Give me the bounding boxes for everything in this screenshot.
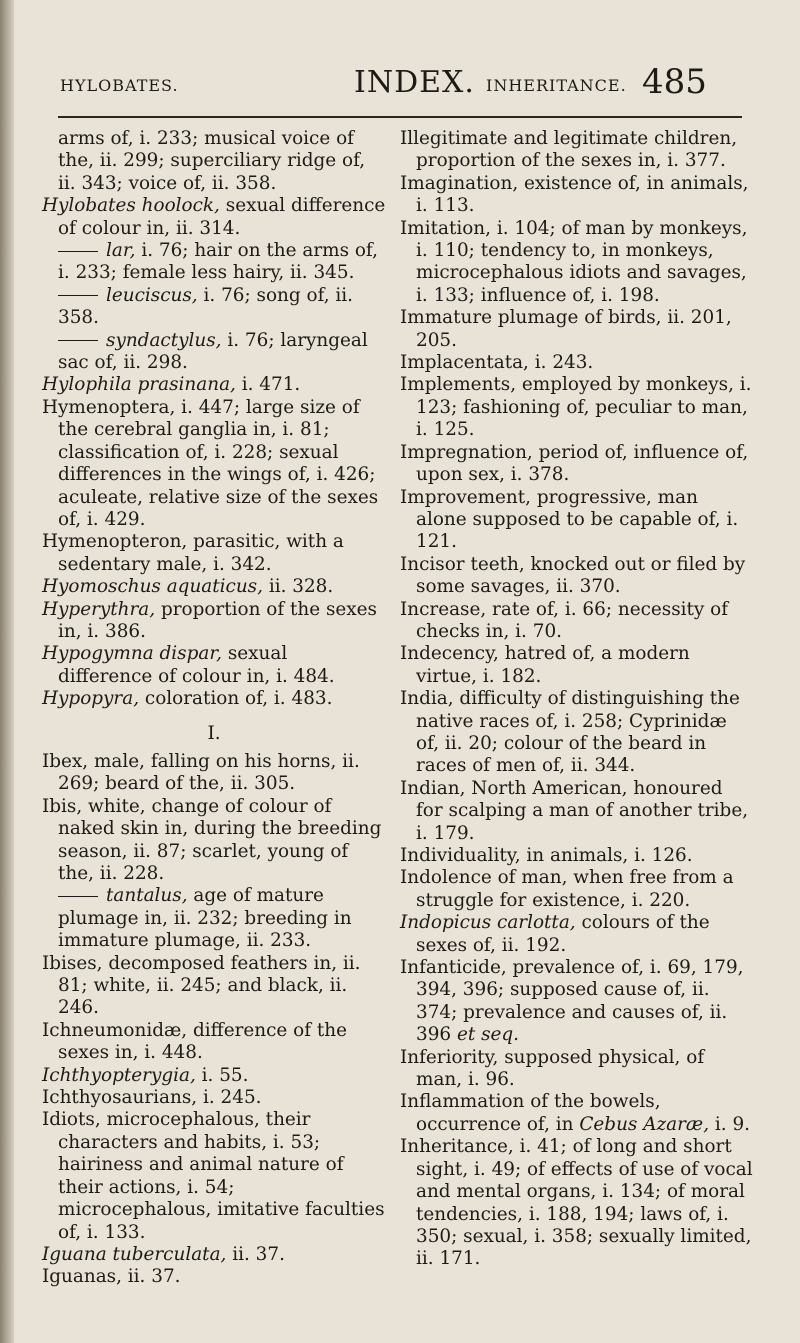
entry-head: Ichthyopterygia, <box>42 1064 196 1086</box>
entry-text: Inheritance, i. 41; of long and short sight, i. 49; of effects of use of vocal and mental organs, i. 134; of moral tendencies, i. 188, 194; laws of, i. 350; sexual, i. 358; sexually limited, ii. 171. <box>400 1136 753 1270</box>
entry-text: ii. 37. <box>226 1243 285 1265</box>
entry-head: Hypogymna dispar, <box>42 643 222 665</box>
entry-text: Ibises, decomposed feathers in, ii. 81; white, ii. 245; and black, ii. 246. <box>42 952 361 1019</box>
index-entry <box>42 285 386 330</box>
entry-text: i. 471. <box>235 374 301 396</box>
index-entry <box>42 576 386 598</box>
header-left-word: HYLOBATES. <box>60 76 179 95</box>
entry-text: Implements, employed by monkeys, i. 123; fashioning of, peculiar to man, i. 125. <box>400 374 752 441</box>
entry-text: Improvement, progressive, man alone supposed to be capable of, i. 121. <box>400 486 739 553</box>
entry-italic: Cebus Azaræ, <box>579 1113 710 1135</box>
entry-text: Immature plumage of birds, ii. 201, 205. <box>400 307 732 351</box>
entry-text: Individuality, in animals, i. 126. <box>400 845 693 866</box>
left-column <box>42 128 386 1289</box>
index-entry <box>400 218 754 308</box>
section-letter: I. <box>207 722 221 744</box>
index-entry <box>400 1091 754 1136</box>
index-entry <box>400 688 754 778</box>
entry-head: leuciscus, <box>106 284 198 306</box>
index-entry <box>400 1047 754 1092</box>
entry-head: Hypopyra, <box>42 688 140 710</box>
index-entry <box>400 957 754 1047</box>
entry-text: Illegitimate and legitimate children, proportion of the sexes in, i. 377. <box>400 128 738 172</box>
entry-head: syndactylus, <box>106 329 222 351</box>
entry-text: sexual difference of colour in, ii. 314. <box>58 195 386 239</box>
entry-head: tantalus, <box>106 885 188 907</box>
index-entry <box>42 1020 386 1065</box>
entry-text: coloration of, i. 483. <box>139 688 333 710</box>
index-entry <box>42 953 386 1020</box>
index-entry <box>42 397 386 531</box>
entry-text: i. 55. <box>195 1064 249 1086</box>
index-entry <box>42 1266 386 1288</box>
index-entry <box>42 796 386 886</box>
index-entry <box>400 867 754 912</box>
ditto-dash <box>58 896 98 897</box>
index-entry <box>400 352 754 374</box>
entry-text: i. 76; hair on the arms of, i. 233; female less hairy, ii. 345. <box>58 240 378 284</box>
ditto-dash <box>58 251 98 252</box>
index-entry <box>42 1109 386 1243</box>
entry-text: Inferiority, supposed physical, of man, i. 96. <box>400 1046 705 1091</box>
index-entry <box>42 240 386 285</box>
entry-head: Hyperythra, <box>42 598 156 620</box>
entry-text: Hymenoptera, i. 447; large size of the cerebral ganglia in, i. 81; classification of, i. 228; sexual differences in the wings of, i. 426; aculeate, relative size of the sexes of, i. 429. <box>42 396 379 530</box>
running-header <box>60 60 740 110</box>
index-entry <box>400 643 754 688</box>
index-entry <box>400 554 754 599</box>
entry-text: Ichthyosaurians, i. 245. <box>42 1087 262 1109</box>
header-rule <box>58 116 742 118</box>
index-entry <box>400 442 754 487</box>
entry-head: Iguana tuberculata, <box>42 1243 227 1265</box>
entry-text: Indian, North American, honoured for scalping a man of another tribe, i. 179. <box>400 777 749 844</box>
index-entry <box>42 374 386 396</box>
entry-head: Indopicus carlotta, <box>400 912 576 934</box>
entry-text: Incisor teeth, knocked out or filed by some savages, ii. 370. <box>400 553 746 598</box>
index-entry <box>42 643 386 688</box>
entry-text: Ichneumonidæ, difference of the sexes in, i. 448. <box>42 1019 347 1064</box>
entry-text: Imitation, i. 104; of man by monkeys, i. 110; tendency to, in monkeys, microcephalous idiots and savages, i. 133; influence of, i. 198. <box>400 217 748 306</box>
entry-text: age of mature plumage in, ii. 232; breeding in immature plumage, ii. 233. <box>58 885 352 952</box>
entry-text: Inflammation of the bowels, occurrence of, in <box>400 1091 661 1135</box>
index-entry <box>400 599 754 644</box>
entry-text: arms of, i. 233; musical voice of the, ii. 299; superciliary ridge of, ii. 343; voice of, ii. 358. <box>58 128 366 194</box>
page-number: 485 <box>642 62 707 102</box>
entry-text: Increase, rate of, i. 66; necessity of checks in, i. 70. <box>400 598 729 642</box>
entry-head: Hylobates hoolock, <box>42 195 220 217</box>
page-gutter-shadow <box>0 0 14 1343</box>
entry-head: lar, <box>106 240 136 262</box>
index-entry <box>400 1136 754 1270</box>
index-entry <box>400 778 754 845</box>
index-entry <box>42 330 386 375</box>
entry-head: Hylophila prasinana, <box>42 374 236 396</box>
entry-text: Ibex, male, falling on his horns, ii. 269; beard of the, ii. 305. <box>42 750 360 795</box>
index-entry <box>42 1087 386 1109</box>
entry-text: Imagination, existence of, in animals, i. 113. <box>400 172 749 217</box>
entry-text: sexual difference of colour in, i. 484. <box>58 643 335 687</box>
index-entry <box>42 885 386 952</box>
index-entry <box>400 307 754 352</box>
entry-text: Indecency, hatred of, a modern virtue, i. 182. <box>400 643 690 687</box>
entry-text: Infanticide, prevalence of, i. 69, 179, 394, 396; supposed cause of, ii. 374; prevalence and causes of, ii. 396 <box>400 957 744 1046</box>
index-entry <box>400 173 754 218</box>
entry-text: proportion of the sexes in, i. 386. <box>58 598 377 642</box>
entry-text: i. 76; song of, ii. 358. <box>58 284 354 329</box>
entry-text: Implacentata, i. 243. <box>400 352 594 374</box>
index-entry <box>42 531 386 576</box>
entry-text: colours of the sexes of, ii. 192. <box>416 912 710 956</box>
entry-text: Hymenopteron, parasitic, with a sedentary male, i. 342. <box>42 531 344 575</box>
index-entry <box>42 688 386 710</box>
entry-tail: et seq. <box>456 1024 520 1046</box>
header-right-word: INHERITANCE. <box>486 76 627 95</box>
entry-text: Idiots, microcephalous, their characters and habits, i. 53; hairiness and animal nature of their actions, i. 54; microcephalous, imitative faculties of, i. 133. <box>42 1109 385 1243</box>
index-entry <box>400 487 754 554</box>
index-entry <box>42 195 386 240</box>
entry-text: Indolence of man, when free from a struggle for existence, i. 220. <box>400 867 734 911</box>
index-entry <box>400 128 754 173</box>
index-entry <box>42 128 386 195</box>
entry-text: Impregnation, period of, influence of, upon sex, i. 378. <box>400 441 749 486</box>
entry-text: Ibis, white, change of colour of naked skin in, during the breeding season, ii. 87; scarlet, young of the, ii. 228. <box>42 795 382 884</box>
entry-text: ii. 328. <box>262 576 334 598</box>
index-entry <box>42 751 386 796</box>
ditto-dash <box>58 295 98 296</box>
index-entry <box>42 1244 386 1266</box>
header-title: INDEX. <box>354 65 475 100</box>
entry-text: i. 76; laryngeal sac of, ii. 298. <box>58 329 368 374</box>
entry-text: India, difficulty of distinguishing the native races of, i. 258; Cyprinidæ of, ii. 20; colour of the beard in races of men of, ii. 344. <box>400 688 740 777</box>
index-entry <box>42 1065 386 1087</box>
index-entry <box>42 599 386 644</box>
index-entry <box>400 845 754 867</box>
index-entry <box>400 374 754 441</box>
entry-text: i. 9. <box>709 1113 751 1135</box>
index-entry <box>400 912 754 957</box>
right-column <box>400 128 754 1271</box>
entry-text: Iguanas, ii. 37. <box>42 1266 181 1288</box>
entry-head: Hyomoschus aquaticus, <box>42 576 263 598</box>
ditto-dash <box>58 340 98 341</box>
